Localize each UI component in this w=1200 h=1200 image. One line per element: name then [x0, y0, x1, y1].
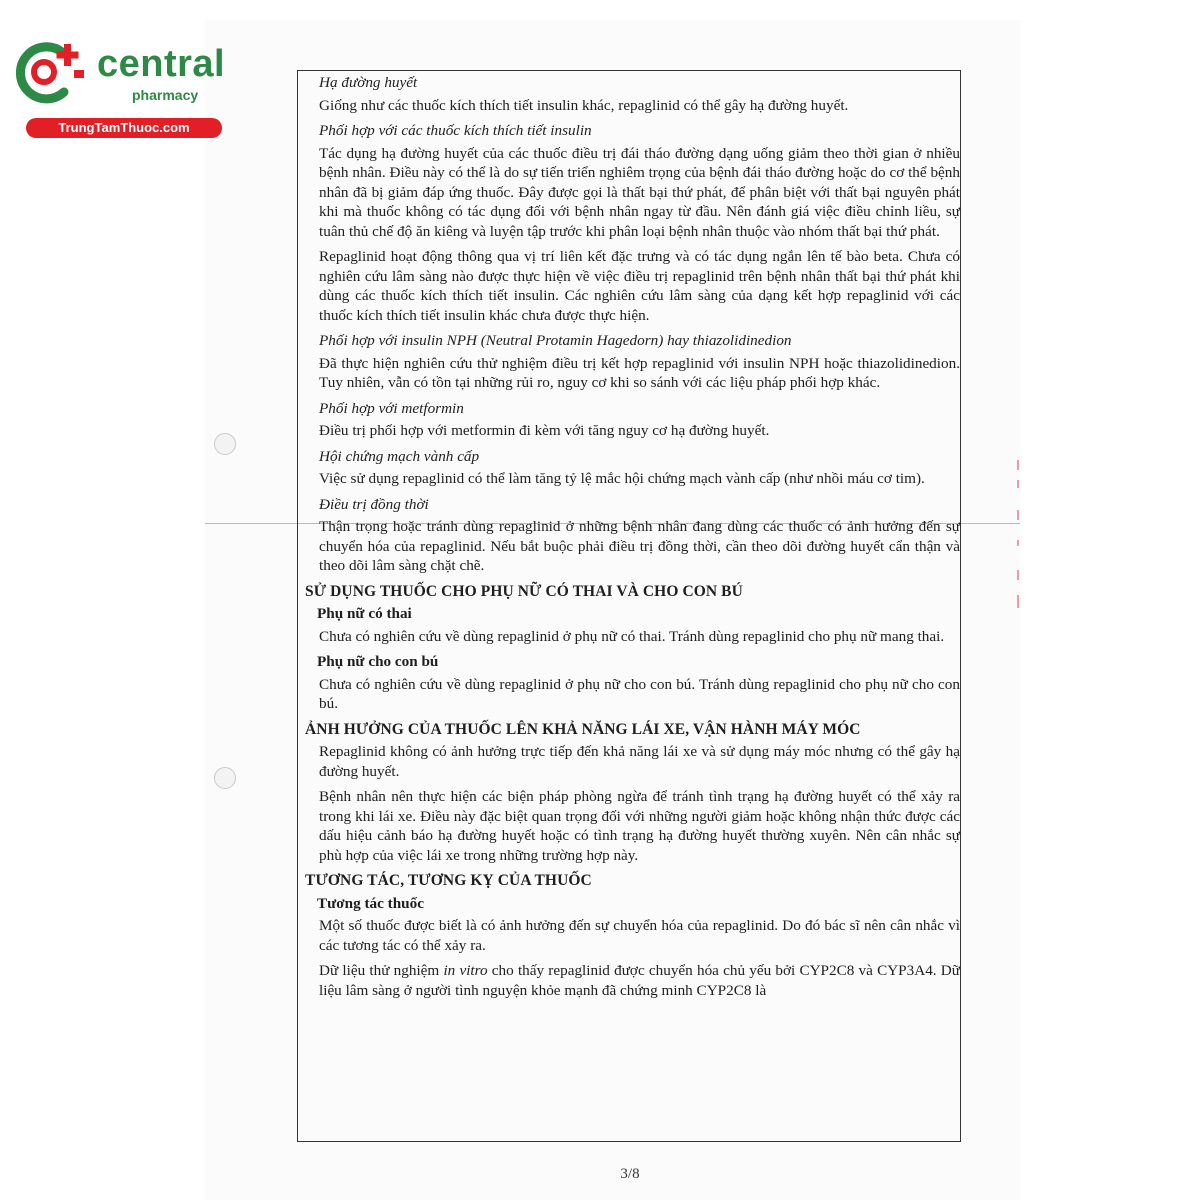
paragraph: Bệnh nhân nên thực hiện các biện pháp phòng ngừa để tránh tình trạng hạ đường huyết có thể xảy ra trong khi lái xe. Điều này đặc biệt quan trọng đối với những người giảm hoặc không nhận thức được các dấu hiệu cảnh báo hạ đường huyết hoặc có tình trạng hạ đường huyết thường xuyên. Nên cân nhắc sự phù hợp của việc lái xe trong những trường hợp này.	[319, 788, 960, 864]
section-heading: Điều trị đồng thời	[319, 495, 429, 513]
subsection-heading: Phụ nữ có thai	[317, 605, 412, 622]
paragraph-last	[319, 961, 960, 1000]
paragraph: Thận trọng hoặc tránh dùng repaglinid ở những bệnh nhân đang dùng các thuốc có ảnh hưởng đến sự chuyển hóa của repaglinid. Nếu bắt buộc phải điều trị đồng thời, cần theo dõi đường huyết cẩn thận và theo dõi lâm sàng chặt chẽ.	[319, 518, 960, 574]
chapter-heading: TƯƠNG TÁC, TƯƠNG KỴ CỦA THUỐC	[305, 872, 592, 889]
logo-name: central	[97, 43, 226, 85]
edge-marks	[1014, 460, 1022, 610]
section-heading: Hội chứng mạch vành cấp	[319, 447, 480, 465]
chapter-heading: SỬ DỤNG THUỐC CHO PHỤ NỮ CÓ THAI VÀ CHO CON BÚ	[305, 582, 743, 600]
chapter-heading: ẢNH HƯỞNG CỦA THUỐC LÊN KHẢ NĂNG LÁI XE, VẬN HÀNH MÁY MÓC	[305, 720, 861, 738]
page-number: 3/8	[620, 1166, 640, 1182]
document-body	[305, 70, 960, 1006]
paragraph: Repaglinid hoạt động thông qua vị trí liên kết đặc trưng và có tác dụng ngắn lên tế bào beta. Chưa có nghiên cứu lâm sàng nào được thực hiện về việc điều trị repaglinid trên bệnh nhân thất bại thứ phát khi dùng các thuốc kích thích tiết insulin. Các nghiên cứu lâm sàng của dạng kết hợp repaglinid với các thuốc kích thích tiết insulin khác chưa được thực hiện.	[319, 248, 960, 324]
paragraph: Tác dụng hạ đường huyết của các thuốc điều trị đái tháo đường dạng uống giảm theo thời gian ở nhiều bệnh nhân. Điều này có thể là do sự tiến triển nghiêm trọng của bệnh đái tháo đường hoặc do cơ thể bệnh nhân đã bị giảm đáp ứng thuốc. Đây được gọi là thất bại thứ phát, để phân biệt với thất bại nguyên phát khi mà thuốc không có tác dụng đối với bệnh nhân ngay từ đầu. Nên đánh giá việc điều chỉnh liều, sự tuân thủ chế độ ăn kiêng và luyện tập trước khi phân loại bệnh nhân thuộc vào nhóm thất bại thứ phát.	[319, 144, 960, 240]
section-heading: Phối hợp với các thuốc kích thích tiết insulin	[319, 122, 592, 139]
subsection-heading: Phụ nữ cho con bú	[317, 653, 439, 670]
punch-hole	[214, 433, 236, 455]
section-heading: Hạ đường huyết	[319, 74, 418, 91]
italic-term: in vitro	[443, 962, 488, 979]
subsection-heading: Tương tác thuốc	[317, 894, 424, 912]
paragraph: Việc sử dụng repaglinid có thể làm tăng tỷ lệ mắc hội chứng mạch vành cấp (như nhồi máu cơ tim).	[319, 470, 925, 487]
logo-url-badge: TrungTamThuoc.com	[26, 118, 222, 138]
section-heading: Phối hợp với insulin NPH (Neutral Protamin Hagedorn) hay thiazolidinedion	[319, 332, 792, 349]
paragraph: Chưa có nghiên cứu về dùng repaglinid ở phụ nữ có thai. Tránh dùng repaglinid cho phụ nữ mang thai.	[319, 627, 945, 645]
paragraph: Chưa có nghiên cứu về dùng repaglinid ở phụ nữ cho con bú. Tránh dùng repaglinid cho phụ nữ cho con bú.	[319, 675, 960, 712]
brand-logo	[12, 38, 226, 138]
paragraph: Đã thực hiện nghiên cứu thử nghiệm điều trị kết hợp repaglinid với insulin NPH hoặc thiazolidinedion. Tuy nhiên, vẫn có tồn tại những rủi ro, nguy cơ khi so sánh với các liệu pháp phối hợp khác.	[319, 354, 960, 391]
logo-subtitle: pharmacy	[132, 87, 199, 103]
text-run: cho thấy repaglinid được chuyển hóa chủ yếu bởi CYP2C8 và CYP3A4. Dữ liệu lâm sàng ở người tình nguyện khỏe mạnh đã chứng minh CYP2C8 là	[319, 962, 960, 999]
section-heading: Phối hợp với metformin	[319, 399, 464, 417]
punch-hole	[214, 767, 236, 789]
paragraph: Một số thuốc được biết là có ảnh hưởng đến sự chuyển hóa của repaglinid. Do đó bác sĩ nên cân nhắc vì các tương tác có thể xảy ra.	[319, 917, 960, 954]
text-run: Dữ liệu thử nghiệm	[319, 962, 444, 979]
paragraph: Điều trị phối hợp với metformin đi kèm với tăng nguy cơ hạ đường huyết.	[319, 422, 770, 439]
paragraph: Repaglinid không có ảnh hưởng trực tiếp đến khả năng lái xe và sử dụng máy móc nhưng có thể gây hạ đường huyết.	[319, 743, 960, 780]
central-pharmacy-logo-icon	[12, 38, 90, 108]
paragraph: Giống như các thuốc kích thích tiết insulin khác, repaglinid có thể gây hạ đường huyết.	[319, 96, 849, 114]
